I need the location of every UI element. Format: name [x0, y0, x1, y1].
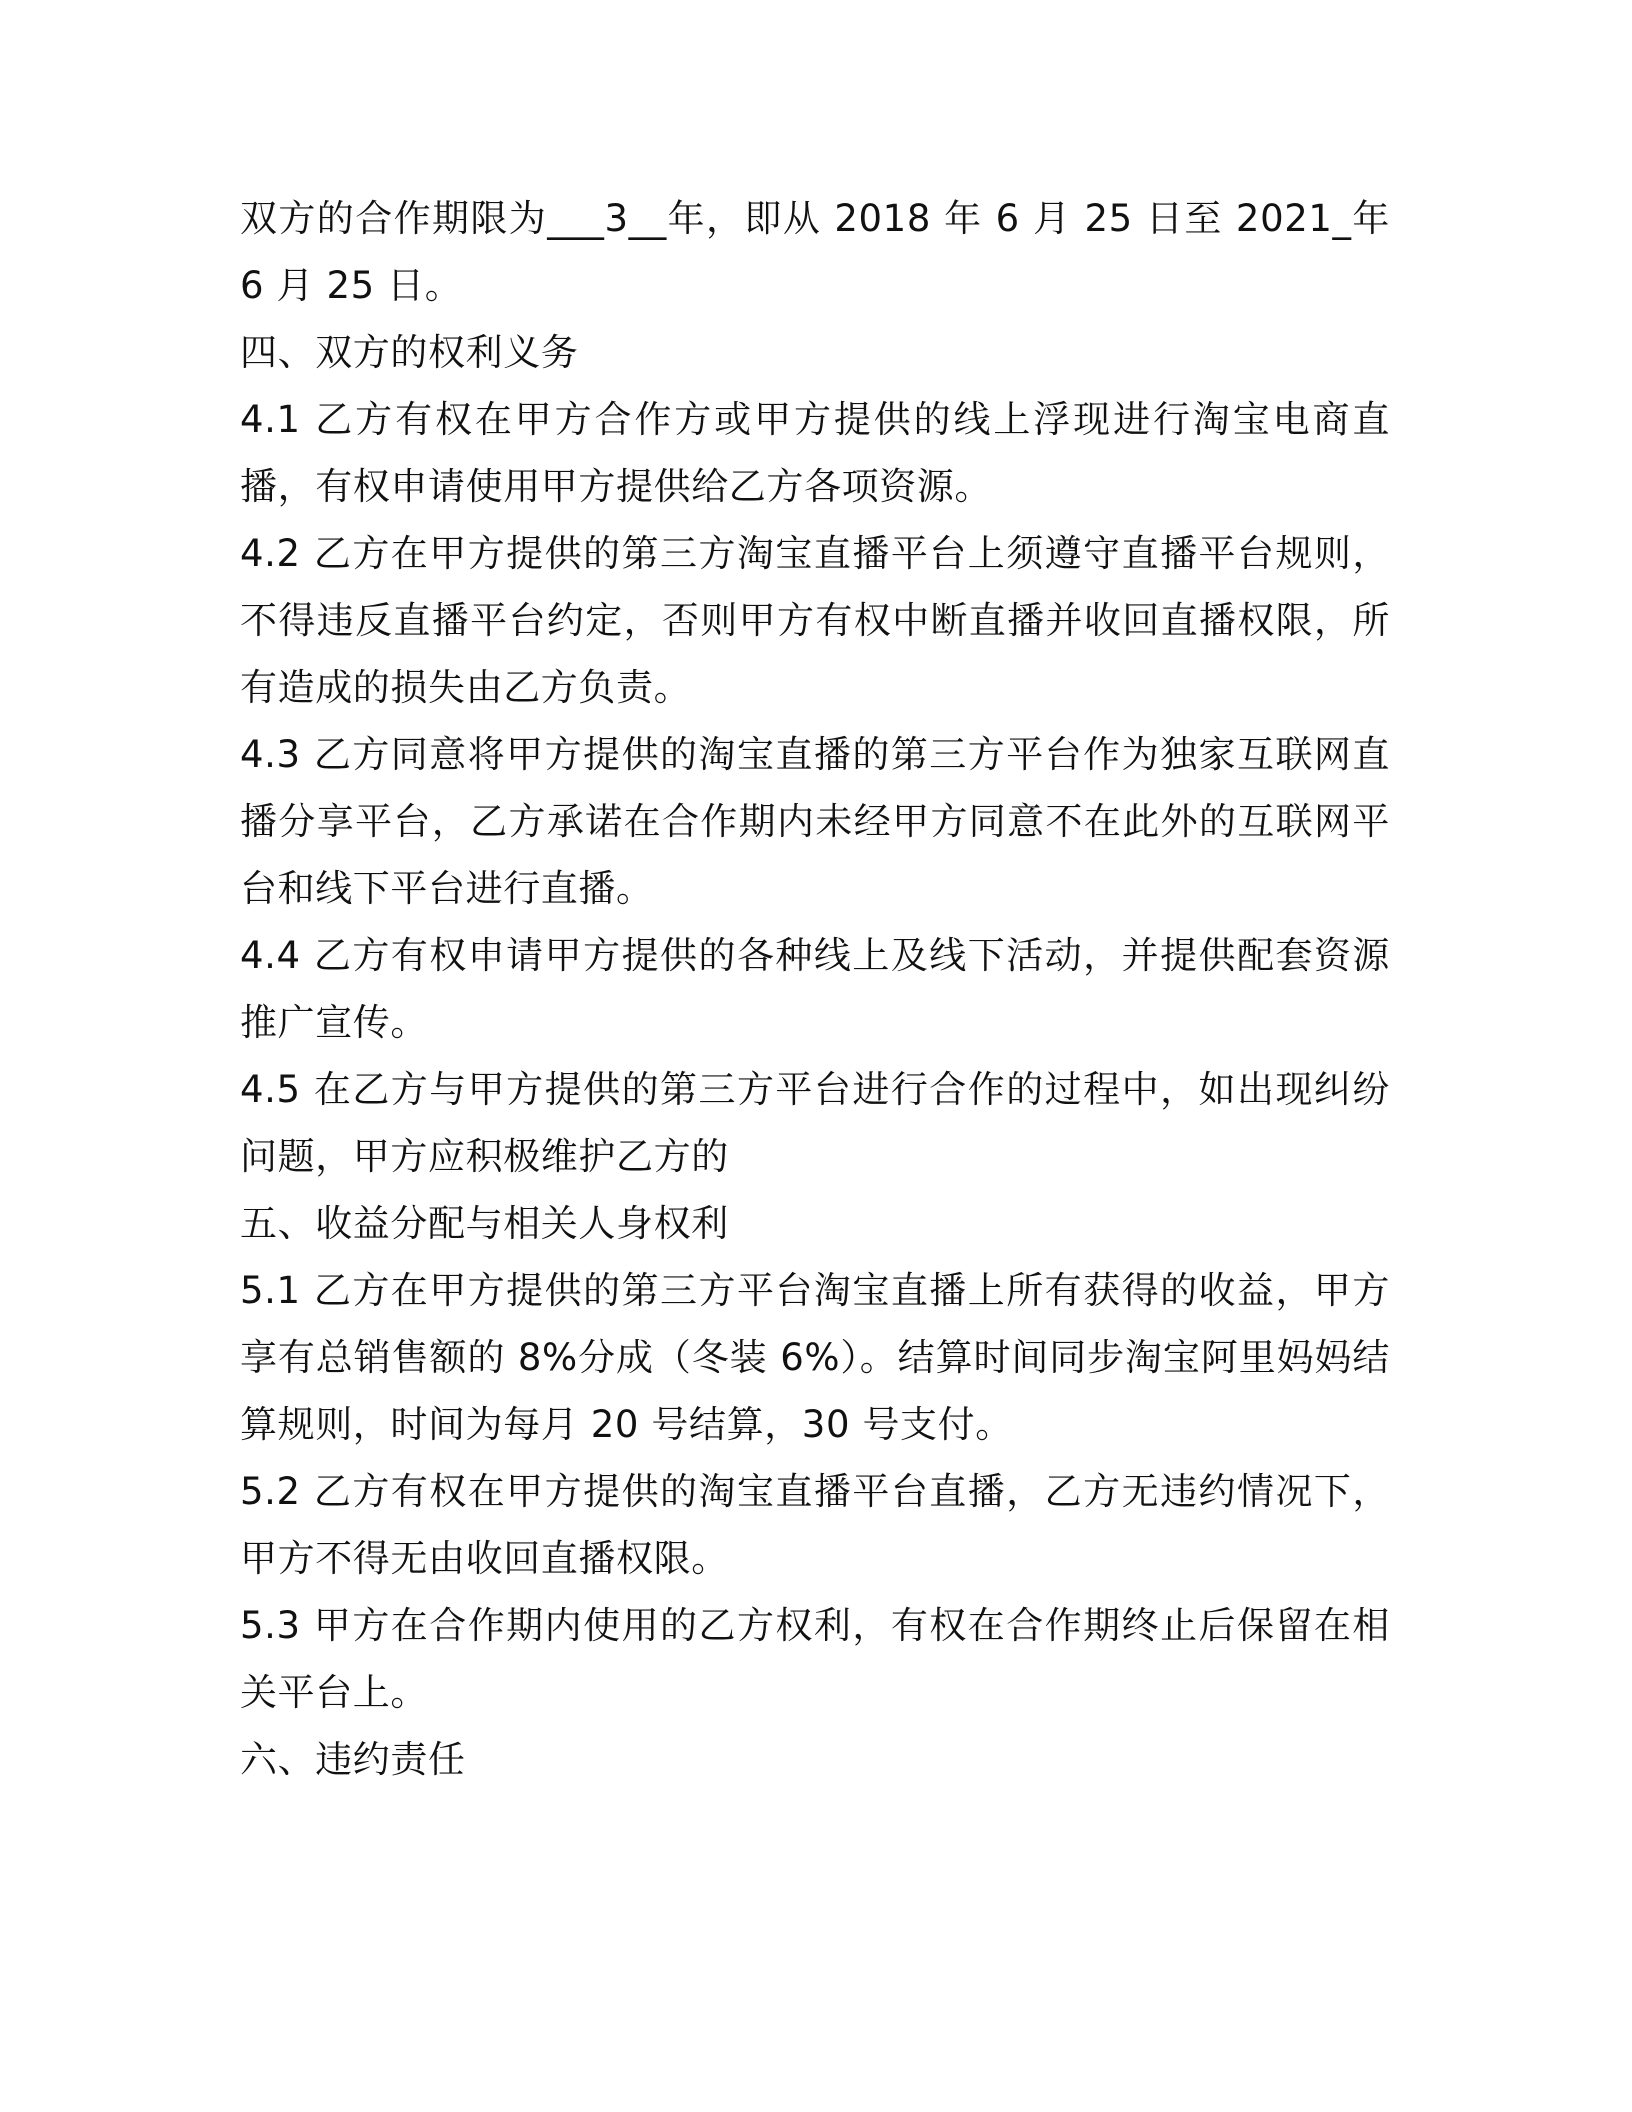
section-heading-revenue-distribution: 五、收益分配与相关人身权利	[240, 1202, 729, 1245]
section-heading-rights-obligations: 四、双方的权利义务	[240, 331, 579, 374]
clause-4-5: 4.5 在乙方与甲方提供的第三方平台进行合作的过程中，如出现纠纷问题，甲方应积极维护乙方的	[240, 1068, 1390, 1178]
cooperation-term-paragraph: 双方的合作期限为___3__年，即从 2018 年 6 月 25 日至 2021_年 6 月 25 日。	[240, 197, 1390, 307]
clause-5-3: 5.3 甲方在合作期内使用的乙方权利，有权在合作期终止后保留在相关平台上。	[240, 1604, 1390, 1714]
clause-4-1: 4.1 乙方有权在甲方合作方或甲方提供的线上浮现进行淘宝电商直播，有权申请使用甲方提供给乙方各项资源。	[240, 398, 1390, 508]
clause-4-2: 4.2 乙方在甲方提供的第三方淘宝直播平台上须遵守直播平台规则，不得违反直播平台约定，否则甲方有权中断直播并收回直播权限，所有造成的损失由乙方负责。	[240, 532, 1390, 709]
section-heading-breach-liability: 六、违约责任	[240, 1738, 466, 1781]
clause-5-1: 5.1 乙方在甲方提供的第三方平台淘宝直播上所有获得的收益，甲方享有总销售额的 8%分成（冬装 6%）。结算时间同步淘宝阿里妈妈结算规则，时间为每月 20 号结算，30 号支付。	[240, 1269, 1390, 1446]
document-page	[240, 185, 1390, 1793]
clause-4-4: 4.4 乙方有权申请甲方提供的各种线上及线下活动，并提供配套资源推广宣传。	[240, 934, 1390, 1044]
clause-4-3: 4.3 乙方同意将甲方提供的淘宝直播的第三方平台作为独家互联网直播分享平台，乙方承诺在合作期内未经甲方同意不在此外的互联网平台和线下平台进行直播。	[240, 733, 1390, 910]
clause-5-2: 5.2 乙方有权在甲方提供的淘宝直播平台直播，乙方无违约情况下，甲方不得无由收回直播权限。	[240, 1470, 1390, 1580]
